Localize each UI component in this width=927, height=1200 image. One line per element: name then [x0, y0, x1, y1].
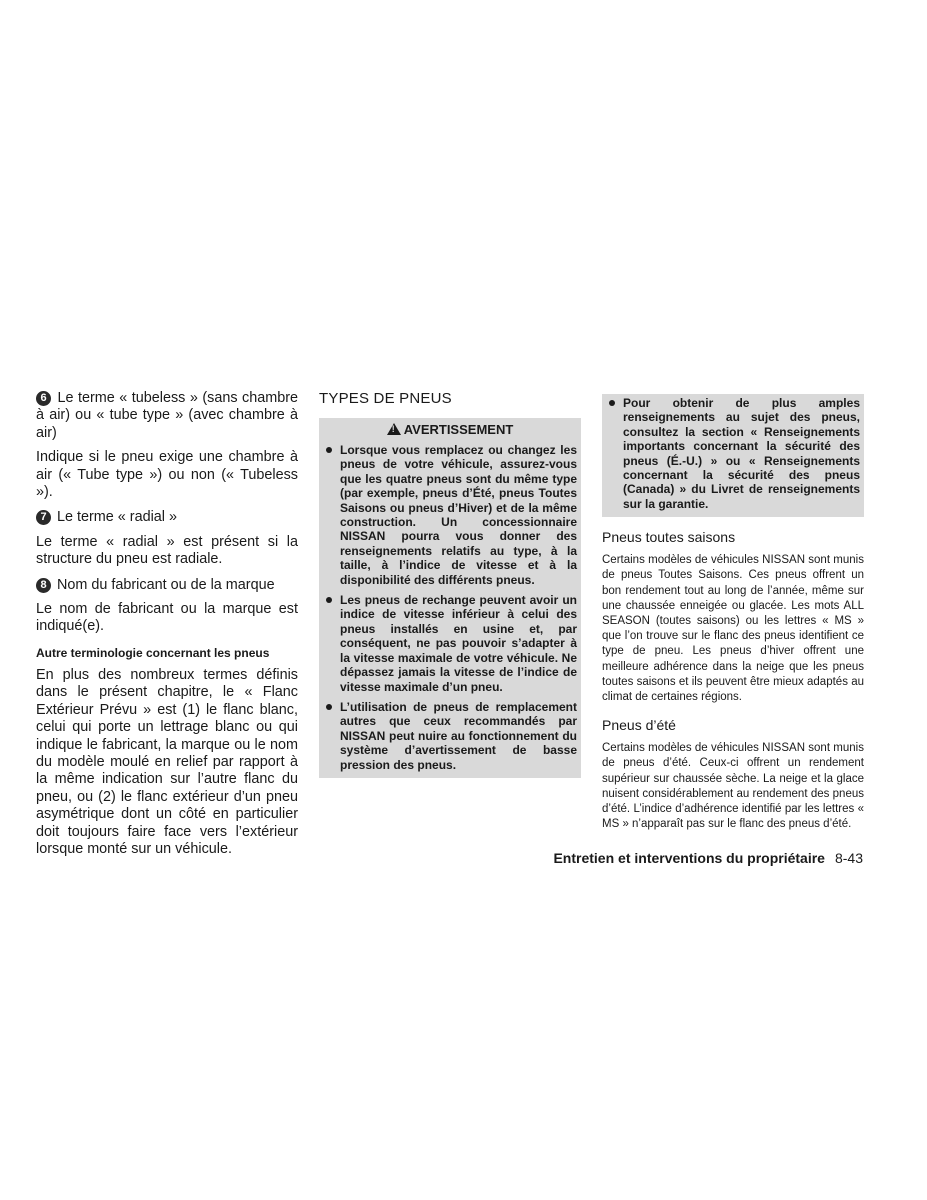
warning-bullet: Les pneus de rechange peuvent avoir un indice de vitesse inférieur à celui des pneus installés en usine et, par conséquent, ne pas pouvoir s’adapter à la vitesse maximale de votre véhicule. Ne dépassez jamais la vitesse de l’indice de vitesse maximale d’un pneu.: [323, 593, 577, 694]
all-season-body: Certains modèles de véhicules NISSAN sont munis de pneus Toutes Saisons. Ces pneus offrent un bon rendement tout au long de l’année, même sur une chaussée enneigée ou glacée. Les mots ALL SEASON (toutes saisons) ou les lettres « MS » que l’on trouve sur le flanc des pneus identifient ce type de pneu. Les pneus d’hiver offrent une meilleure adhérence dans la neige que les pneus toutes saisons et ils peuvent être mieux adaptés au climat de certaines régions.: [602, 554, 864, 704]
warning-box-continued: [602, 394, 864, 517]
item-6-title-text: Le terme « tubeless » (sans chambre à air) ou « tube type » (avec chambre à air): [36, 390, 298, 441]
item-7-title: [36, 509, 298, 526]
circled-number-6: 6: [36, 391, 51, 406]
left-column: [36, 390, 298, 866]
item-8-body: Le nom de fabricant ou la marque est indiqué(e).: [36, 601, 298, 635]
item-6-body: Indique si le pneu exige une chambre à air (« Tube type ») ou non (« Tubeless »).: [36, 449, 298, 501]
warning-list: [323, 443, 577, 772]
terminology-subhead: Autre terminologie concernant les pneus: [36, 645, 270, 660]
item-8-title: [36, 577, 298, 594]
summer-title: Pneus d’été: [602, 717, 676, 734]
warning-box: [319, 418, 581, 778]
warning-bullet: L’utilisation de pneus de remplacement autres que ceux recommandés par NISSAN peut nuire au fonctionnement du système d’avertissement de basse pression des pneus.: [323, 700, 577, 772]
page-footer: [553, 850, 863, 866]
terminology-paragraph: En plus des nombreux termes définis dans le présent chapitre, le « Flanc Extérieur Prévu » est (1) le flanc blanc, celui qui porte un lettrage blanc ou qui indique le fabricant, la marque ou le nom du modèle moulé en relief par rapport à la même indication sur l’autre flanc du pneu, ou (2) le flanc extérieur d’un pneu asymétrique dont un côté en particulier doit toujours faire face vers l’extérieur lorsque monté sur un véhicule.: [36, 666, 298, 857]
warning-label: AVERTISSEMENT: [403, 422, 514, 437]
page-number: 8-43: [834, 850, 863, 866]
item-8-title-text: Nom du fabricant ou de la marque: [57, 576, 275, 593]
warning-heading: [323, 422, 577, 437]
middle-column: [319, 390, 581, 778]
warning-list-continued: [606, 396, 860, 511]
summer-body: Certains modèles de véhicules NISSAN sont munis de pneus d’été. Ceux-ci offrent un rendement supérieur sur chaussée sèche. La neige et la glace nuisent considérablement au rendement des pneus d’été. L’indice d’adhérence identifié par les lettres « MS » n’apparaît pas sur le flanc des pneus d’été.: [602, 742, 864, 831]
item-7-body: Le terme « radial » est présent si la structure du pneu est radiale.: [36, 533, 298, 568]
warning-bullet: Pour obtenir de plus amples renseignements au sujet des pneus, consultez la section « Renseignements importants concernant la sécurité des pneus (É.-U.) » ou « Renseignements concernant la sécurité des pneus (Canada) » du Livret de renseignements sur la garantie.: [606, 396, 860, 511]
section-title: TYPES DE PNEUS: [319, 390, 452, 407]
footer-section-title: Entretien et interventions du propriétaire: [553, 850, 825, 866]
warning-bullet: Lorsque vous remplacez ou changez les pneus de votre véhicule, assurez-vous que les quatre pneus sont du même type (par exemple, pneus d’Été, pneus Toutes Saisons ou pneus d’Hiver) et de la même construction. Un concessionnaire NISSAN pourra vous donner des renseignements relatifs au type, à la taille, à l’indice de vitesse et à la disponibilité des différents pneus.: [323, 443, 577, 587]
circled-number-8: 8: [36, 578, 51, 593]
item-7-title-text: Le terme « radial »: [57, 509, 177, 526]
all-season-title: Pneus toutes saisons: [602, 529, 736, 546]
circled-number-7: 7: [36, 510, 51, 525]
warning-triangle-icon: [387, 423, 401, 435]
right-column: [602, 394, 864, 833]
item-6-title: [36, 390, 298, 442]
